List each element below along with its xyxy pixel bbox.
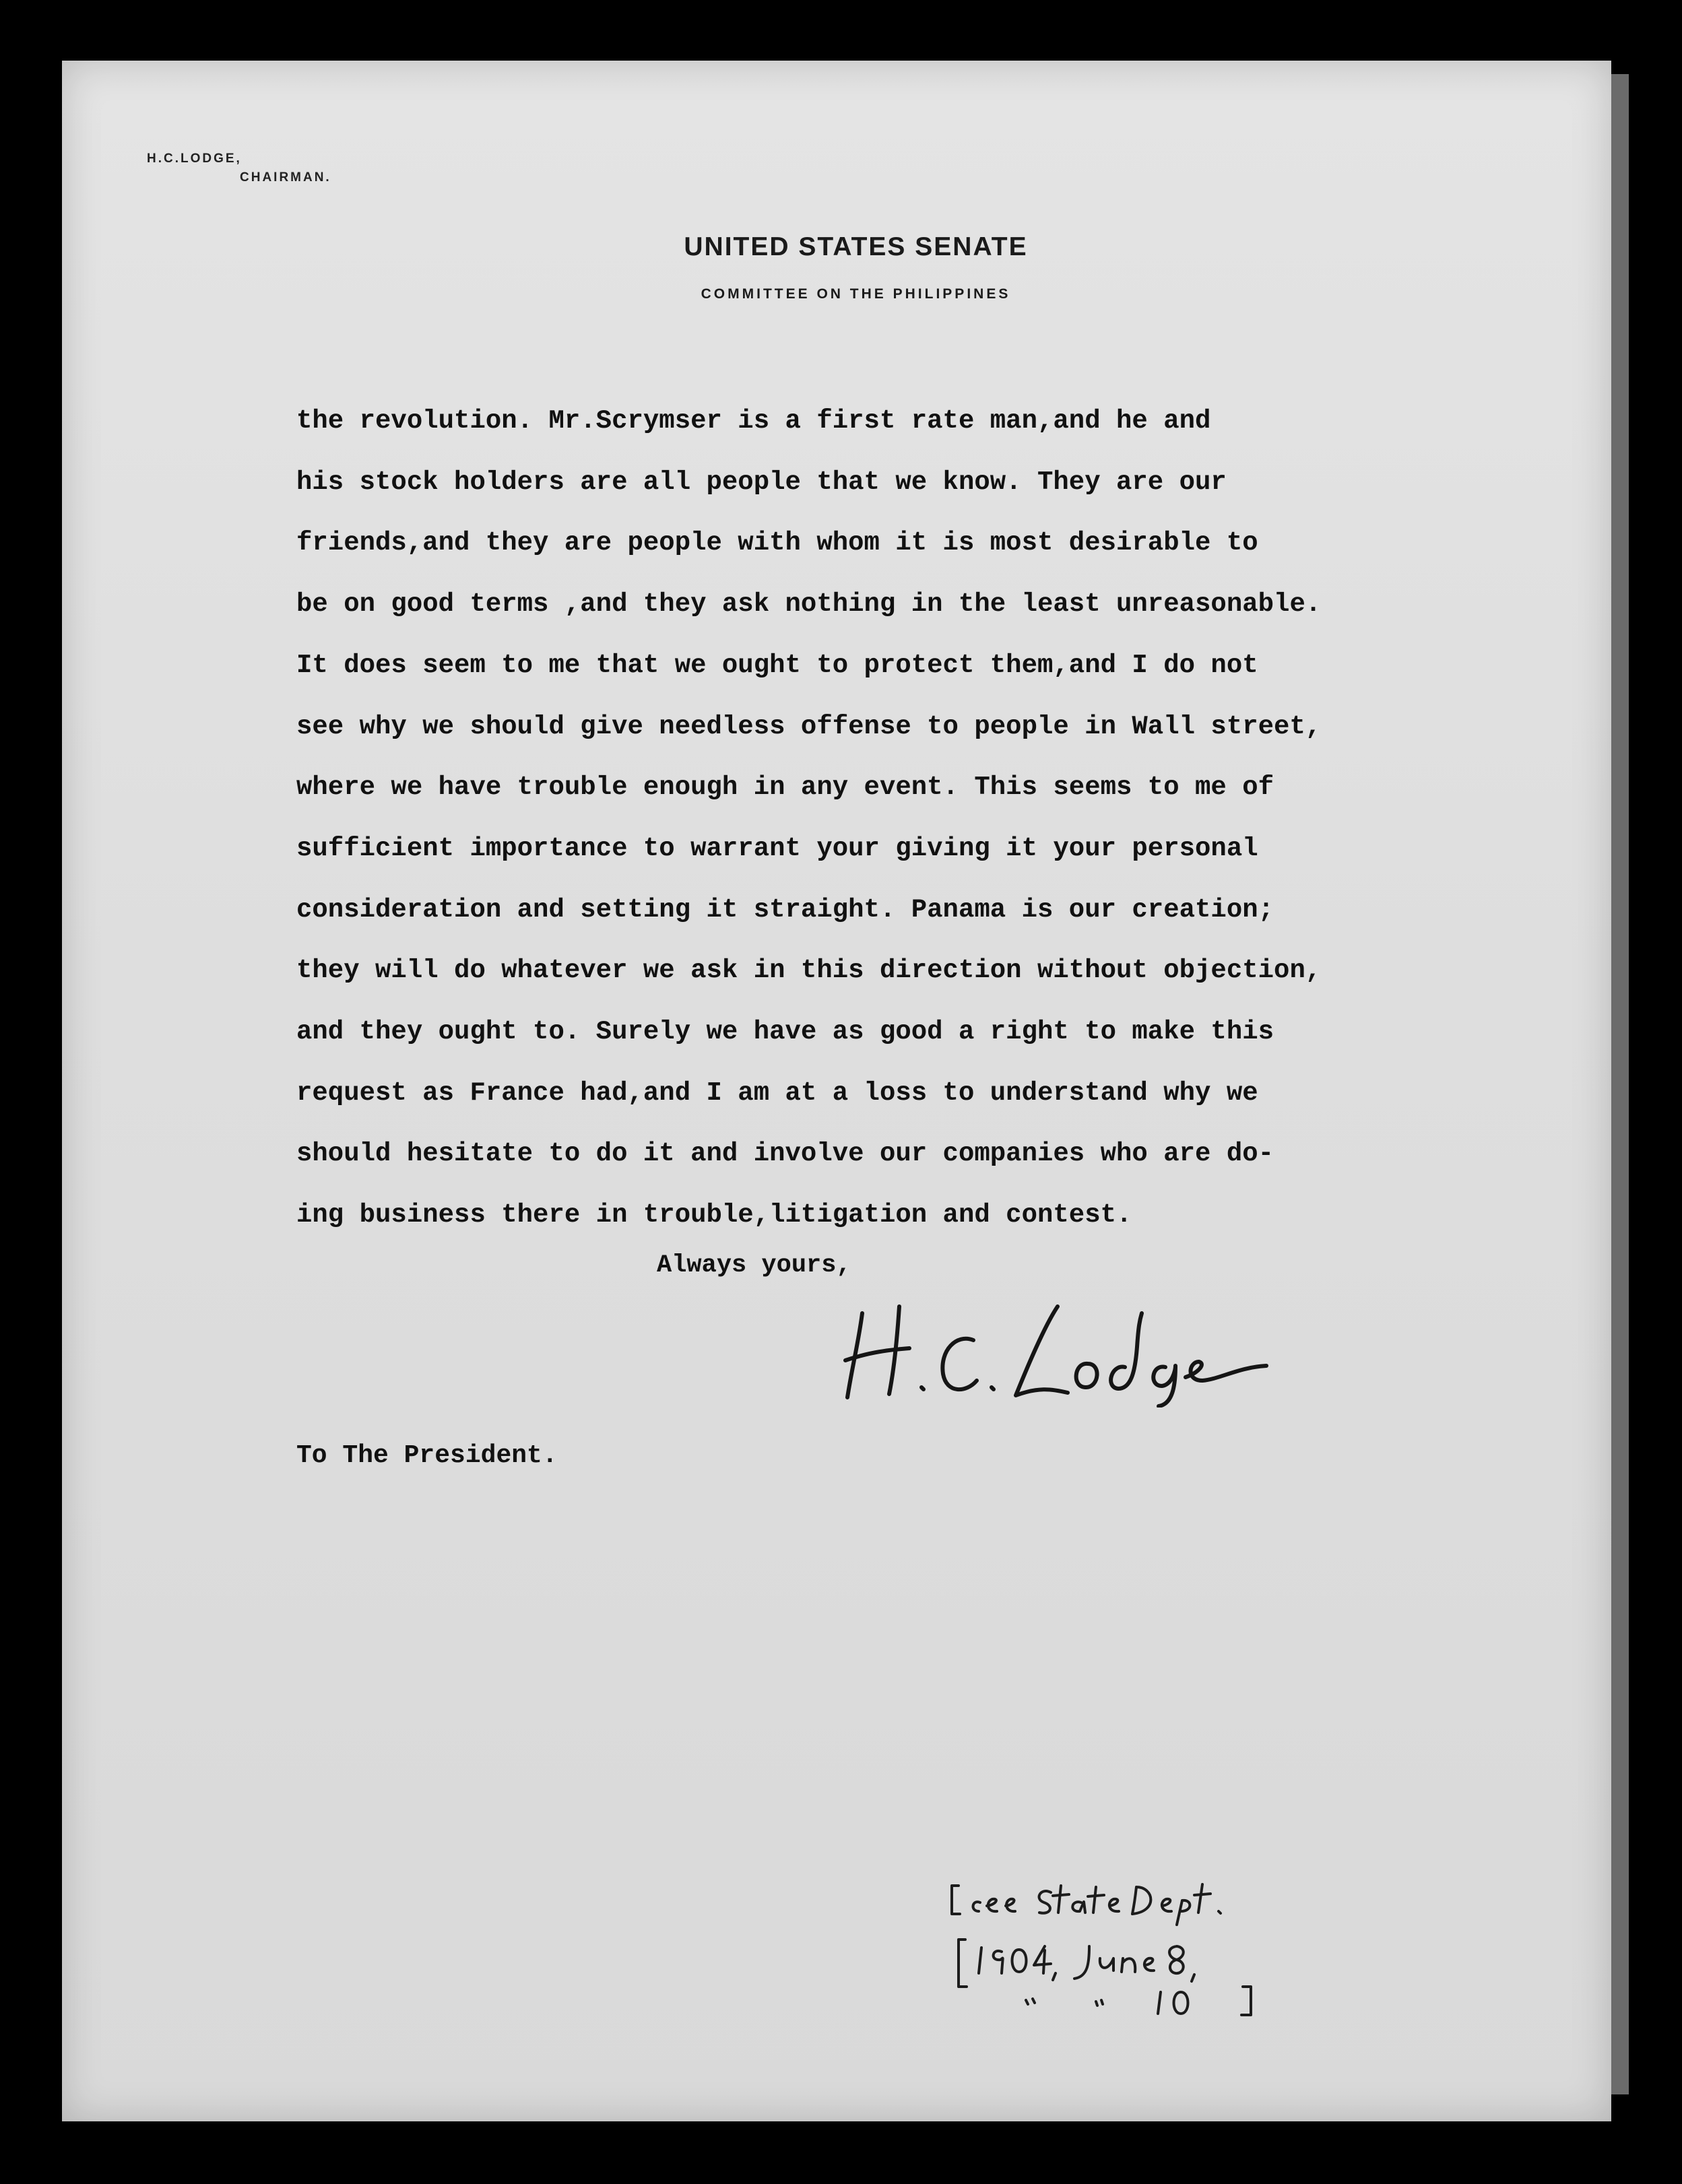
letter-body bbox=[296, 391, 1482, 1246]
letterhead-chairman bbox=[147, 150, 331, 187]
body-line: sufficient importance to warrant your giving it your personal bbox=[296, 833, 1258, 863]
letterhead-name: H.C.LODGE, bbox=[147, 152, 242, 166]
page-edge-shadow bbox=[1611, 74, 1629, 2094]
body-line: friends,and they are people with whom it is most desirable to bbox=[296, 528, 1258, 558]
body-line: see why we should give needless offense to people in Wall street, bbox=[296, 711, 1322, 741]
body-line: request as France had,and I am at a loss to understand why we bbox=[296, 1078, 1258, 1108]
body-line: and they ought to. Surely we have as good a right to make this bbox=[296, 1017, 1274, 1047]
handwritten-archive-note bbox=[940, 1872, 1317, 2020]
body-line: be on good terms ,and they ask nothing in the least unreasonable. bbox=[296, 589, 1322, 620]
body-line: the revolution. Mr.Scrymser is a first rate man,and he and bbox=[296, 406, 1211, 436]
body-line: consideration and setting it straight. Panama is our creation; bbox=[296, 894, 1274, 925]
letterhead-committee bbox=[0, 286, 1682, 302]
addressee: To The President. bbox=[296, 1441, 558, 1470]
body-line: where we have trouble enough in any event. This seems to me of bbox=[296, 772, 1274, 803]
closing-salutation: Always yours, bbox=[657, 1251, 851, 1280]
letterhead-title bbox=[0, 232, 1682, 262]
body-line: ing business there in trouble,litigation and contest. bbox=[296, 1200, 1132, 1230]
letterhead-committee-text: COMMITTEE ON THE PHILIPPINES bbox=[701, 286, 1011, 302]
body-line: It does seem to me that we ought to protect them,and I do not bbox=[296, 650, 1258, 680]
body-line: his stock holders are all people that we know. They are our bbox=[296, 467, 1227, 497]
body-line: should hesitate to do it and involve our companies who are do- bbox=[296, 1139, 1274, 1169]
letterhead-role: CHAIRMAN. bbox=[240, 170, 331, 185]
body-line: they will do whatever we ask in this direction without objection, bbox=[296, 956, 1322, 986]
handwritten-signature bbox=[835, 1286, 1280, 1408]
letterhead-title-text: UNITED STATES SENATE bbox=[684, 232, 1028, 261]
